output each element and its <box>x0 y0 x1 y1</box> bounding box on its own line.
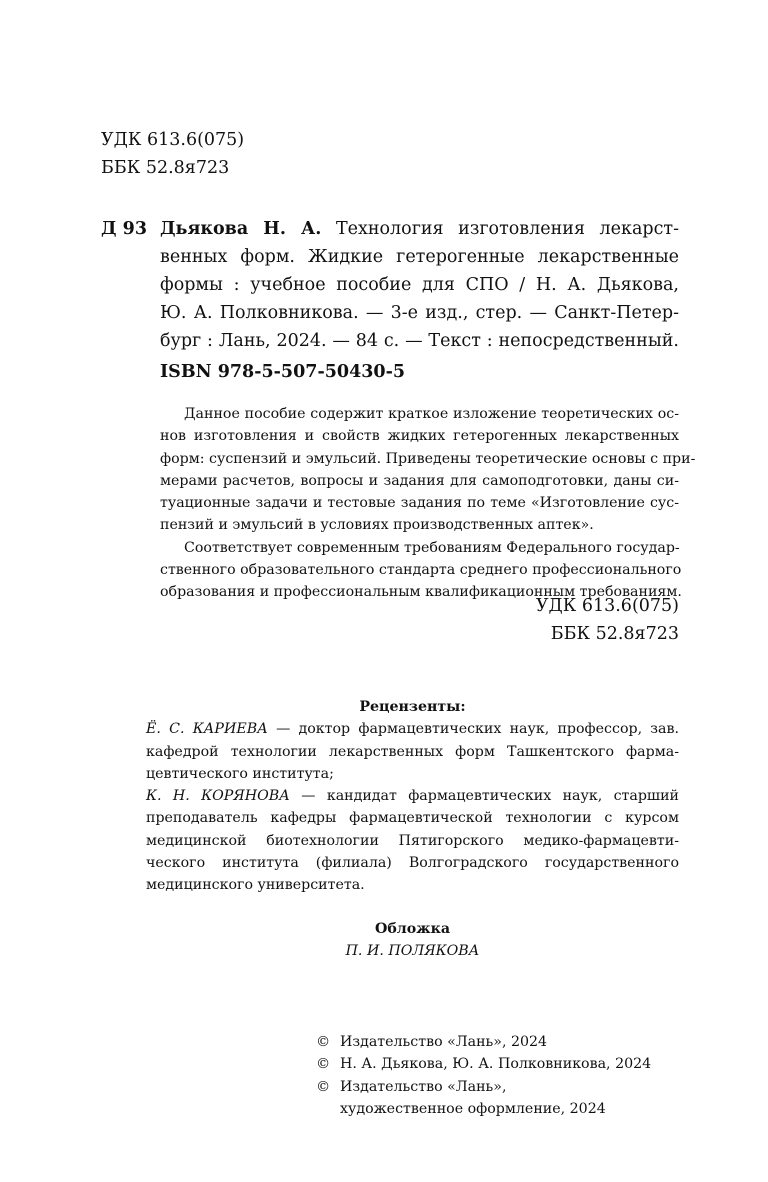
reviewer-line: медицинского университета. <box>146 877 365 894</box>
annotation-line: Соответствует современным требованиям Федерального государ- <box>184 539 680 556</box>
bbk-code-repeat: ББК 52.8я723 <box>550 624 679 644</box>
reviewer-line: ческого института (филиала) Волгоградского государственного <box>146 855 679 872</box>
copyright-row <box>316 1053 651 1075</box>
reviewer-line: цевтического института; <box>146 765 334 782</box>
reviewer-line: медицинской биотехнологии Пятигорского медико-фармацевти- <box>146 832 679 849</box>
annotation-line: образования и профессиональным квалификационным требованиям. <box>160 584 682 601</box>
copyright-text: Издательство «Лань», <box>340 1078 507 1095</box>
entry-line: бург : Лань, 2024. — 84 с. — Текст : непосредственный. <box>160 331 679 351</box>
udk-code-repeat: УДК 613.6(075) <box>535 596 679 616</box>
annotation-line: нов изготовления и свойств жидких гетерогенных лекарственных <box>160 428 679 445</box>
reviewer-line-1: Ё. С. КАРИЕВА — доктор фармацевтических наук, профессор, зав. <box>146 721 679 738</box>
copyright-row <box>316 1031 651 1053</box>
annotation <box>160 403 696 604</box>
reviewer-line-2: К. Н. КОРЯНОВА — кандидат фармацевтических наук, старший <box>146 788 680 805</box>
bbk-code: ББК 52.8я723 <box>101 158 230 178</box>
catalog-code: Д 93 <box>101 219 148 239</box>
annotation-line: туационные задачи и тестовые задания по теме «Изготовление сус- <box>160 495 679 512</box>
reviewers-block <box>146 696 679 897</box>
reviewer-2-name: К. Н. КОРЯНОВА <box>146 788 290 805</box>
annotation-line: форм: суспензий и эмульсий. Приведены теоретические основы с при- <box>160 450 696 467</box>
annotation-line: пензий и эмульсий в условиях производственных аптек». <box>160 517 594 534</box>
copyright-row <box>316 1098 651 1120</box>
udk-code: УДК 613.6(075) <box>101 130 245 150</box>
cover-credit <box>146 918 679 963</box>
reviewers-heading: Рецензенты: <box>359 699 466 715</box>
copyright-text: Н. А. Дьякова, Ю. А. Полковникова, 2024 <box>340 1056 652 1073</box>
footer-codes <box>400 592 679 648</box>
annotation-line: мерами расчетов, вопросы и задания для самоподготовки, даны си- <box>160 472 679 489</box>
reviewer-1-name: Ё. С. КАРИЕВА <box>146 721 268 738</box>
copyright-icon: © <box>316 1056 331 1073</box>
bibliographic-entry <box>160 215 679 355</box>
copyright-block <box>316 1031 651 1120</box>
cover-designer: П. И. ПОЛЯКОВА <box>345 943 480 960</box>
reviewer-line: кафедрой технологии лекарственных форм Ташкентского фарма- <box>146 743 679 760</box>
entry-author: Дьякова Н. А. <box>160 219 322 239</box>
reviewer-line: преподаватель кафедры фармацевтической технологии с курсом <box>146 810 679 827</box>
annotation-line: ственного образовательного стандарта среднего профессионального <box>160 562 682 579</box>
isbn: ISBN 978-5-507-50430-5 <box>160 362 406 382</box>
cover-heading: Обложка <box>374 921 451 937</box>
entry-line: венных форм. Жидкие гетерогенные лекарственные <box>160 247 679 267</box>
copyright-text: Издательство «Лань», 2024 <box>340 1034 548 1050</box>
annotation-line: Данное пособие содержит краткое изложение теоретических ос- <box>184 406 679 422</box>
top-codes <box>101 126 244 182</box>
entry-line-1: Дьякова Н. А. Технология изготовления лекарст- <box>160 219 679 239</box>
entry-line: Ю. А. Полковникова. — 3-е изд., стер. — Санкт-Петер- <box>160 303 679 323</box>
copyright-icon: © <box>316 1078 331 1095</box>
copyright-icon: © <box>316 1034 331 1050</box>
copyright-row <box>316 1076 651 1098</box>
entry-line: формы : учебное пособие для СПО / Н. А. Дьякова, <box>160 275 679 295</box>
copyright-text: художественное оформление, 2024 <box>340 1100 606 1117</box>
